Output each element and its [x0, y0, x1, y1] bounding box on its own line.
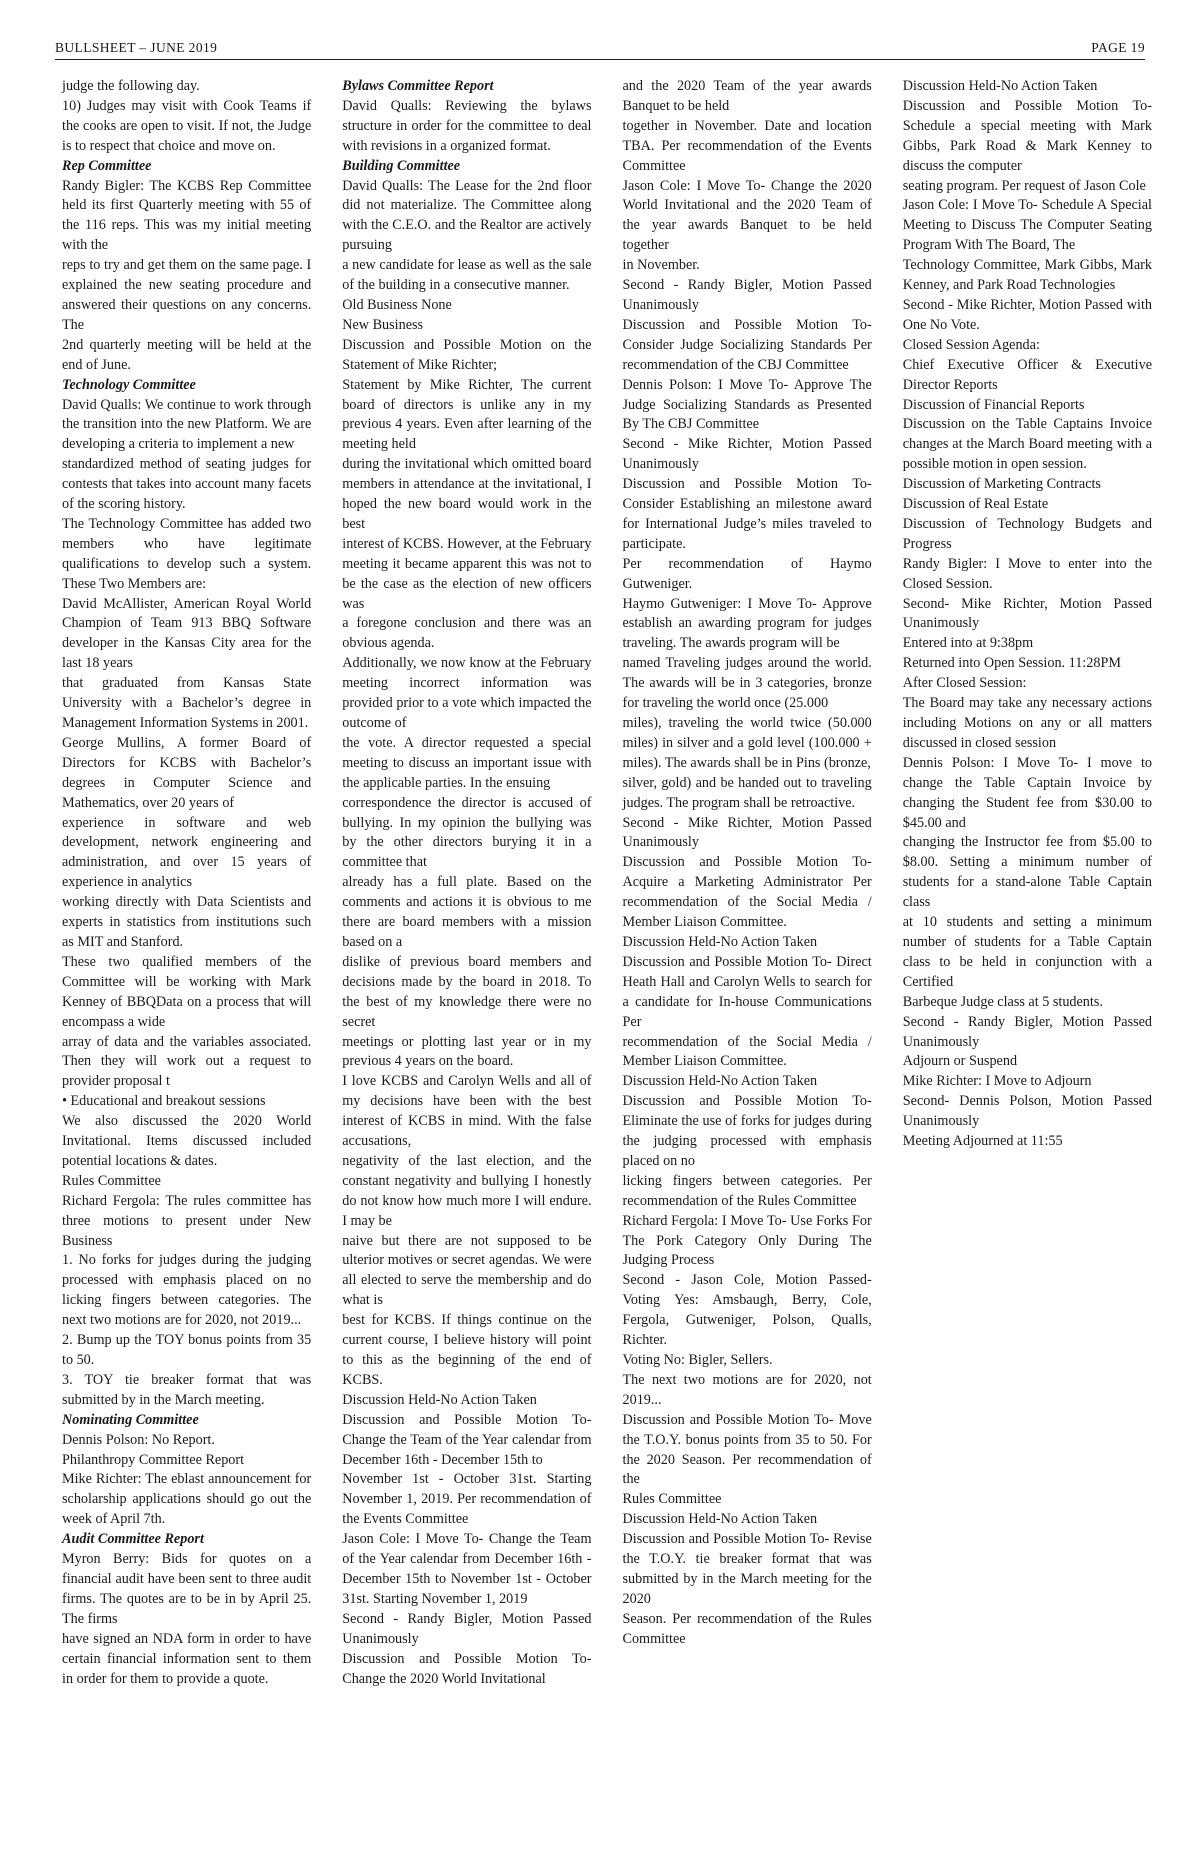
paragraph: Old Business None [342, 296, 452, 313]
paragraph: November 1st - October 31st. Starting November 1, 2019. Per recommendation of the Events Committee [342, 1471, 592, 1528]
paragraph: New Business [342, 316, 424, 333]
paragraph: Second - Jason Cole, Motion Passed- Voting Yes: Amsbaugh, Berry, Cole, Fergola, Gutweniger, Polson, Qualls, Richter. [622, 1272, 872, 1349]
paragraph: Discussion Held-No Action Taken [902, 78, 1098, 94]
paragraph: David Qualls: We continue to work through the transition into the new Platform. We are developing a criteria to implement a new [62, 396, 312, 453]
paragraph: that graduated from Kansas State University with a Bachelor’s degree in Management Information Systems in 2001. [62, 675, 312, 731]
column-2 [342, 77, 591, 1689]
paragraph: array of data and the variables associated. Then they will work out a request to provider proposal t [62, 1033, 312, 1090]
paragraph: George Mullins, A former Board of Directors for KCBS with Bachelor’s degrees in Computer Science and Mathematics, over 20 years of [62, 734, 312, 811]
paragraph: We also discussed the 2020 World Invitational. Items discussed included potential locations & dates. [62, 1113, 312, 1169]
paragraph: Per recommendation of Haymo Gutweniger. [622, 555, 872, 592]
paragraph: Rules Committee [622, 1491, 722, 1508]
paragraph: After Closed Session: [902, 675, 1027, 692]
paragraph: 1. No forks for judges during the judging processed with emphasis placed on no licking fingers between categories. The next two motions are for 2020, not 2019... [62, 1252, 312, 1329]
paragraph: Chief Executive Officer & Executive Director Reports [902, 356, 1152, 393]
paragraph: miles), traveling the world twice (50.000 miles) in silver and a gold level (100.000 + miles). The awards shall be in Pins (bronze, [622, 715, 872, 771]
paragraph: Returned into Open Session. 11:28PM [902, 655, 1121, 672]
paragraph: Second - Randy Bigler, Motion Passed Unanimously [342, 1610, 592, 1647]
paragraph: Dennis Polson: I Move To- Approve The Judge Socializing Standards as Presented By The CBJ Committee [622, 376, 872, 433]
paragraph: negativity of the last election, and the constant negativity and bullying I honestly do not know how much more I will endure. I may be [342, 1152, 592, 1229]
paragraph: Discussion and Possible Motion To- Change the Team of the Year calendar from December 16th - December 15th to [342, 1411, 592, 1468]
paragraph: best for KCBS. If things continue on the current course, I believe history will point to this as the beginning of the end of KCBS. [342, 1312, 592, 1388]
paragraph: meetings or plotting last year or in my previous 4 years on the board. [342, 1033, 592, 1070]
paragraph: Discussion and Possible Motion To- Change the 2020 World Invitational [342, 1650, 592, 1687]
running-header [55, 36, 1145, 60]
paragraph: Discussion of Marketing Contracts [902, 476, 1101, 493]
paragraph: Barbeque Judge class at 5 students. [902, 993, 1103, 1010]
paragraph: Discussion of Financial Reports [902, 396, 1085, 413]
paragraph: Entered into at 9:38pm [902, 635, 1034, 652]
paragraph: David McAllister, American Royal World Champion of Team 913 BBQ Software developer in the Kansas City area for the last 18 years [62, 595, 312, 672]
paragraph: The next two motions are for 2020, not 2019... [622, 1371, 872, 1408]
paragraph: Philanthropy Committee Report [62, 1451, 245, 1468]
paragraph: Technology Committee, Mark Gibbs, Mark Kenney, and Park Road Technologies [902, 257, 1152, 294]
section-heading: Rep Committee [62, 157, 152, 174]
paragraph: have signed an NDA form in order to have certain financial information sent to them in order for them to provide a quote. [62, 1630, 312, 1687]
paragraph: Discussion and Possible Motion To- Acquire a Marketing Administrator Per recommendation of the Social Media / Member Liaison Committee. [622, 854, 872, 931]
paragraph: at 10 students and setting a minimum number of students for a Table Captain class to be held in conjunction with a Certified [902, 914, 1152, 990]
paragraph: and the 2020 Team of the year awards Banquet to be held [622, 78, 872, 114]
paragraph: interest of KCBS. However, at the February meeting it became apparent this was not to be the case as the election of new officers was [342, 535, 592, 612]
paragraph: 2. Bump up the TOY bonus points from 35 to 50. [62, 1332, 312, 1368]
paragraph: a foregone conclusion and there was an obvious agenda. [342, 615, 592, 652]
article-columns [62, 77, 1152, 1689]
paragraph: Richard Fergola: I Move To- Use Forks For The Pork Category Only During The Judging Process [622, 1212, 872, 1269]
paragraph: standardized method of seating judges for contests that takes into account many facets of the scoring history. [62, 456, 312, 513]
paragraph: licking fingers between categories. Per recommendation of the Rules Committee [622, 1172, 872, 1209]
paragraph: These two qualified members of the Committee will be working with Mark Kenney of BBQData on a process that will encompass a wide [62, 953, 312, 1030]
paragraph: Discussion and Possible Motion To- Eliminate the use of forks for judges during the judging processed with emphasis placed on no [622, 1093, 872, 1169]
paragraph: Additionally, we now know at the February meeting incorrect information was provided prior to a vote which impacted the outcome of [342, 655, 592, 731]
paragraph: together in November. Date and location TBA. Per recommendation of the Events Committee [622, 117, 872, 174]
paragraph: Richard Fergola: The rules committee has three motions to present under New Business [62, 1192, 312, 1249]
paragraph: Discussion and Possible Motion on the Statement of Mike Richter; [342, 336, 592, 373]
paragraph: Jason Cole: I Move To- Change the 2020 World Invitational and the 2020 Team of the year awards Banquet to be held together [622, 177, 872, 254]
paragraph: 2nd quarterly meeting will be held at the end of June. [62, 336, 312, 373]
paragraph: Discussion and Possible Motion To- Consider Establishing an milestone award for International Judge’s miles traveled to participate. [622, 476, 872, 552]
paragraph: Meeting Adjourned at 11:55 [902, 1133, 1063, 1150]
paragraph: The Board may take any necessary actions including Motions on any or all matters discussed in closed session [902, 695, 1152, 751]
paragraph: Statement by Mike Richter, The current board of directors is unlike any in my previous 4 years. Even after learning of the meeting held [342, 376, 592, 453]
paragraph: correspondence the director is accused of bullying. In my opinion the bullying was by the other directors burying it in a committee that [342, 794, 592, 871]
paragraph: Second - Mike Richter, Motion Passed with One No Vote. [902, 296, 1152, 333]
paragraph: Adjourn or Suspend [902, 1053, 1018, 1070]
paragraph: The Technology Committee has added two members who have legitimate qualifications to develop such a system. These Two Members are: [62, 515, 312, 592]
paragraph: Second - Mike Richter, Motion Passed Unanimously [622, 436, 872, 473]
section-heading: Bylaws Committee Report [342, 78, 494, 94]
paragraph: experience in software and web development, network engineering and administration, and over 15 years of experience in analytics [62, 814, 312, 891]
paragraph: I love KCBS and Carolyn Wells and all of my decisions have been with the best interest of KCBS in mind. With the false accusations, [342, 1073, 592, 1150]
section-heading: Nominating Committee [62, 1411, 199, 1428]
paragraph: dislike of previous board members and decisions made by the board in 2018. To the best of my knowledge there were no secret [342, 953, 592, 1030]
paragraph: working directly with Data Scientists and experts in statistics from institutions such as MIT and Stanford. [62, 894, 312, 950]
paragraph: David Qualls: The Lease for the 2nd floor did not materialize. The Committee along with the C.E.O. and the Realtor are actively pursuing [342, 177, 592, 254]
section-heading: Technology Committee [62, 376, 196, 393]
header-page-number: PAGE 19 [1091, 40, 1145, 55]
paragraph: Discussion and Possible Motion To- Direct Heath Hall and Carolyn Wells to search for a candidate for In-house Communications Per [622, 953, 872, 1030]
paragraph: 3. TOY tie breaker format that was submitted by in the March meeting. [62, 1371, 312, 1408]
paragraph: Second - Randy Bigler, Motion Passed Unanimously [622, 277, 872, 313]
paragraph: Jason Cole: I Move To- Change the Team of the Year calendar from December 16th - December 15th to November 1st - October 31st. Starting November 1, 2019 [342, 1531, 592, 1607]
paragraph: Dennis Polson: No Report. [62, 1431, 215, 1448]
paragraph: Haymo Gutweniger: I Move To- Approve establish an awarding program for judges traveling. The awards program will be [622, 595, 872, 652]
column-4 [903, 77, 1152, 1689]
paragraph: Randy Bigler: I Move to enter into the Closed Session. [902, 555, 1152, 592]
paragraph: • Educational and breakout sessions [62, 1093, 266, 1110]
paragraph: Discussion Held-No Action Taken [622, 1073, 818, 1090]
paragraph: Closed Session Agenda: [902, 336, 1040, 353]
paragraph: reps to try and get them on the same page. I explained the new seating procedure and answered their questions on any concerns. The [62, 257, 312, 333]
paragraph: Second- Dennis Polson, Motion Passed Unanimously [902, 1093, 1152, 1130]
paragraph: Second- Mike Richter, Motion Passed Unanimously [902, 595, 1152, 632]
paragraph: Second - Randy Bigler, Motion Passed Unanimously [902, 1013, 1152, 1050]
paragraph: a new candidate for lease as well as the sale of the building in a consecutive manner. [342, 257, 592, 294]
paragraph: Randy Bigler: The KCBS Rep Committee held its first Quarterly meeting with 55 of the 116 reps. This was my initial meeting with the [62, 177, 312, 254]
paragraph: 10) Judges may visit with Cook Teams if the cooks are open to visit. If not, the Judge is to respect that choice and move on. [62, 97, 312, 154]
paragraph: changing the Instructor fee from $5.00 to $8.00. Setting a minimum number of students for a stand-alone Table Captain class [902, 834, 1152, 911]
paragraph: Discussion Held-No Action Taken [342, 1391, 537, 1408]
paragraph: the vote. A director requested a special meeting to discuss an important issue with the applicable parties. In the ensuing [342, 734, 592, 791]
paragraph: Discussion and Possible Motion To- Consider Judge Socializing Standards Per recommendation of the CBJ Committee [622, 316, 872, 373]
paragraph: silver, gold) and be handed out to traveling judges. The program shall be retroactive. [622, 774, 872, 811]
paragraph: Mike Richter: I Move to Adjourn [902, 1073, 1092, 1090]
paragraph: Discussion Held-No Action Taken [622, 933, 818, 950]
paragraph: Second - Mike Richter, Motion Passed Unanimously [622, 814, 872, 851]
column-3 [623, 77, 872, 1689]
paragraph: during the invitational which omitted board members in attendance at the invitational, I hoped the new board would work in the best [342, 456, 592, 532]
paragraph: already has a full plate. Based on the comments and actions it is obvious to me there are board members with a mission based on a [342, 874, 592, 950]
paragraph: Season. Per recommendation of the Rules Committee [622, 1610, 872, 1647]
header-publication-date: BULLSHEET – JUNE 2019 [55, 40, 218, 55]
paragraph: seating program. Per request of Jason Cole [902, 177, 1146, 194]
paragraph: Discussion and Possible Motion To- Schedule a special meeting with Mark Gibbs, Park Road & Mark Kenney to discuss the computer [902, 97, 1152, 174]
paragraph: naive but there are not supposed to be ulterior motives or secret agendas. We were all elected to serve the membership and do what is [342, 1232, 592, 1309]
paragraph: Mike Richter: The eblast announcement for scholarship applications should go out the week of April 7th. [62, 1471, 312, 1528]
paragraph: Discussion and Possible Motion To- Revise the T.O.Y. tie breaker format that was submitted by in the March meeting for the 2020 [622, 1531, 872, 1607]
paragraph: Rules Committee [62, 1172, 161, 1189]
paragraph: judge the following day. [62, 78, 200, 94]
paragraph: Myron Berry: Bids for quotes on a financial audit have been sent to three audit firms. The quotes are to be in by April 25. The firms [62, 1551, 312, 1627]
paragraph: David Qualls: Reviewing the bylaws structure in order for the committee to deal with revisions in a organized format. [342, 97, 592, 154]
paragraph: Discussion on the Table Captains Invoice changes at the March Board meeting with a possible motion in open session. [902, 416, 1152, 473]
section-heading: Building Committee [342, 157, 461, 174]
paragraph: Dennis Polson: I Move To- I move to change the Table Captain Invoice by changing the Student fee from $30.00 to $45.00 and [902, 754, 1152, 831]
section-heading: Audit Committee Report [62, 1531, 204, 1548]
paragraph: Voting No: Bigler, Sellers. [622, 1352, 773, 1368]
paragraph: Discussion and Possible Motion To- Move the T.O.Y. bonus points from 35 to 50. For the 2020 Season. Per recommendation of the [622, 1411, 872, 1488]
paragraph: in November. [622, 257, 700, 274]
paragraph: Discussion Held-No Action Taken [622, 1511, 818, 1528]
paragraph: Jason Cole: I Move To- Schedule A Special Meeting to Discuss The Computer Seating Program With The Board, The [902, 197, 1152, 254]
paragraph: named Traveling judges around the world. The awards will be in 3 categories, bronze for traveling the world once (25.000 [622, 655, 872, 712]
paragraph: Discussion of Technology Budgets and Progress [902, 515, 1152, 552]
paragraph: Discussion of Real Estate [902, 496, 1049, 513]
column-1 [62, 77, 311, 1689]
paragraph: recommendation of the Social Media / Member Liaison Committee. [622, 1033, 872, 1070]
